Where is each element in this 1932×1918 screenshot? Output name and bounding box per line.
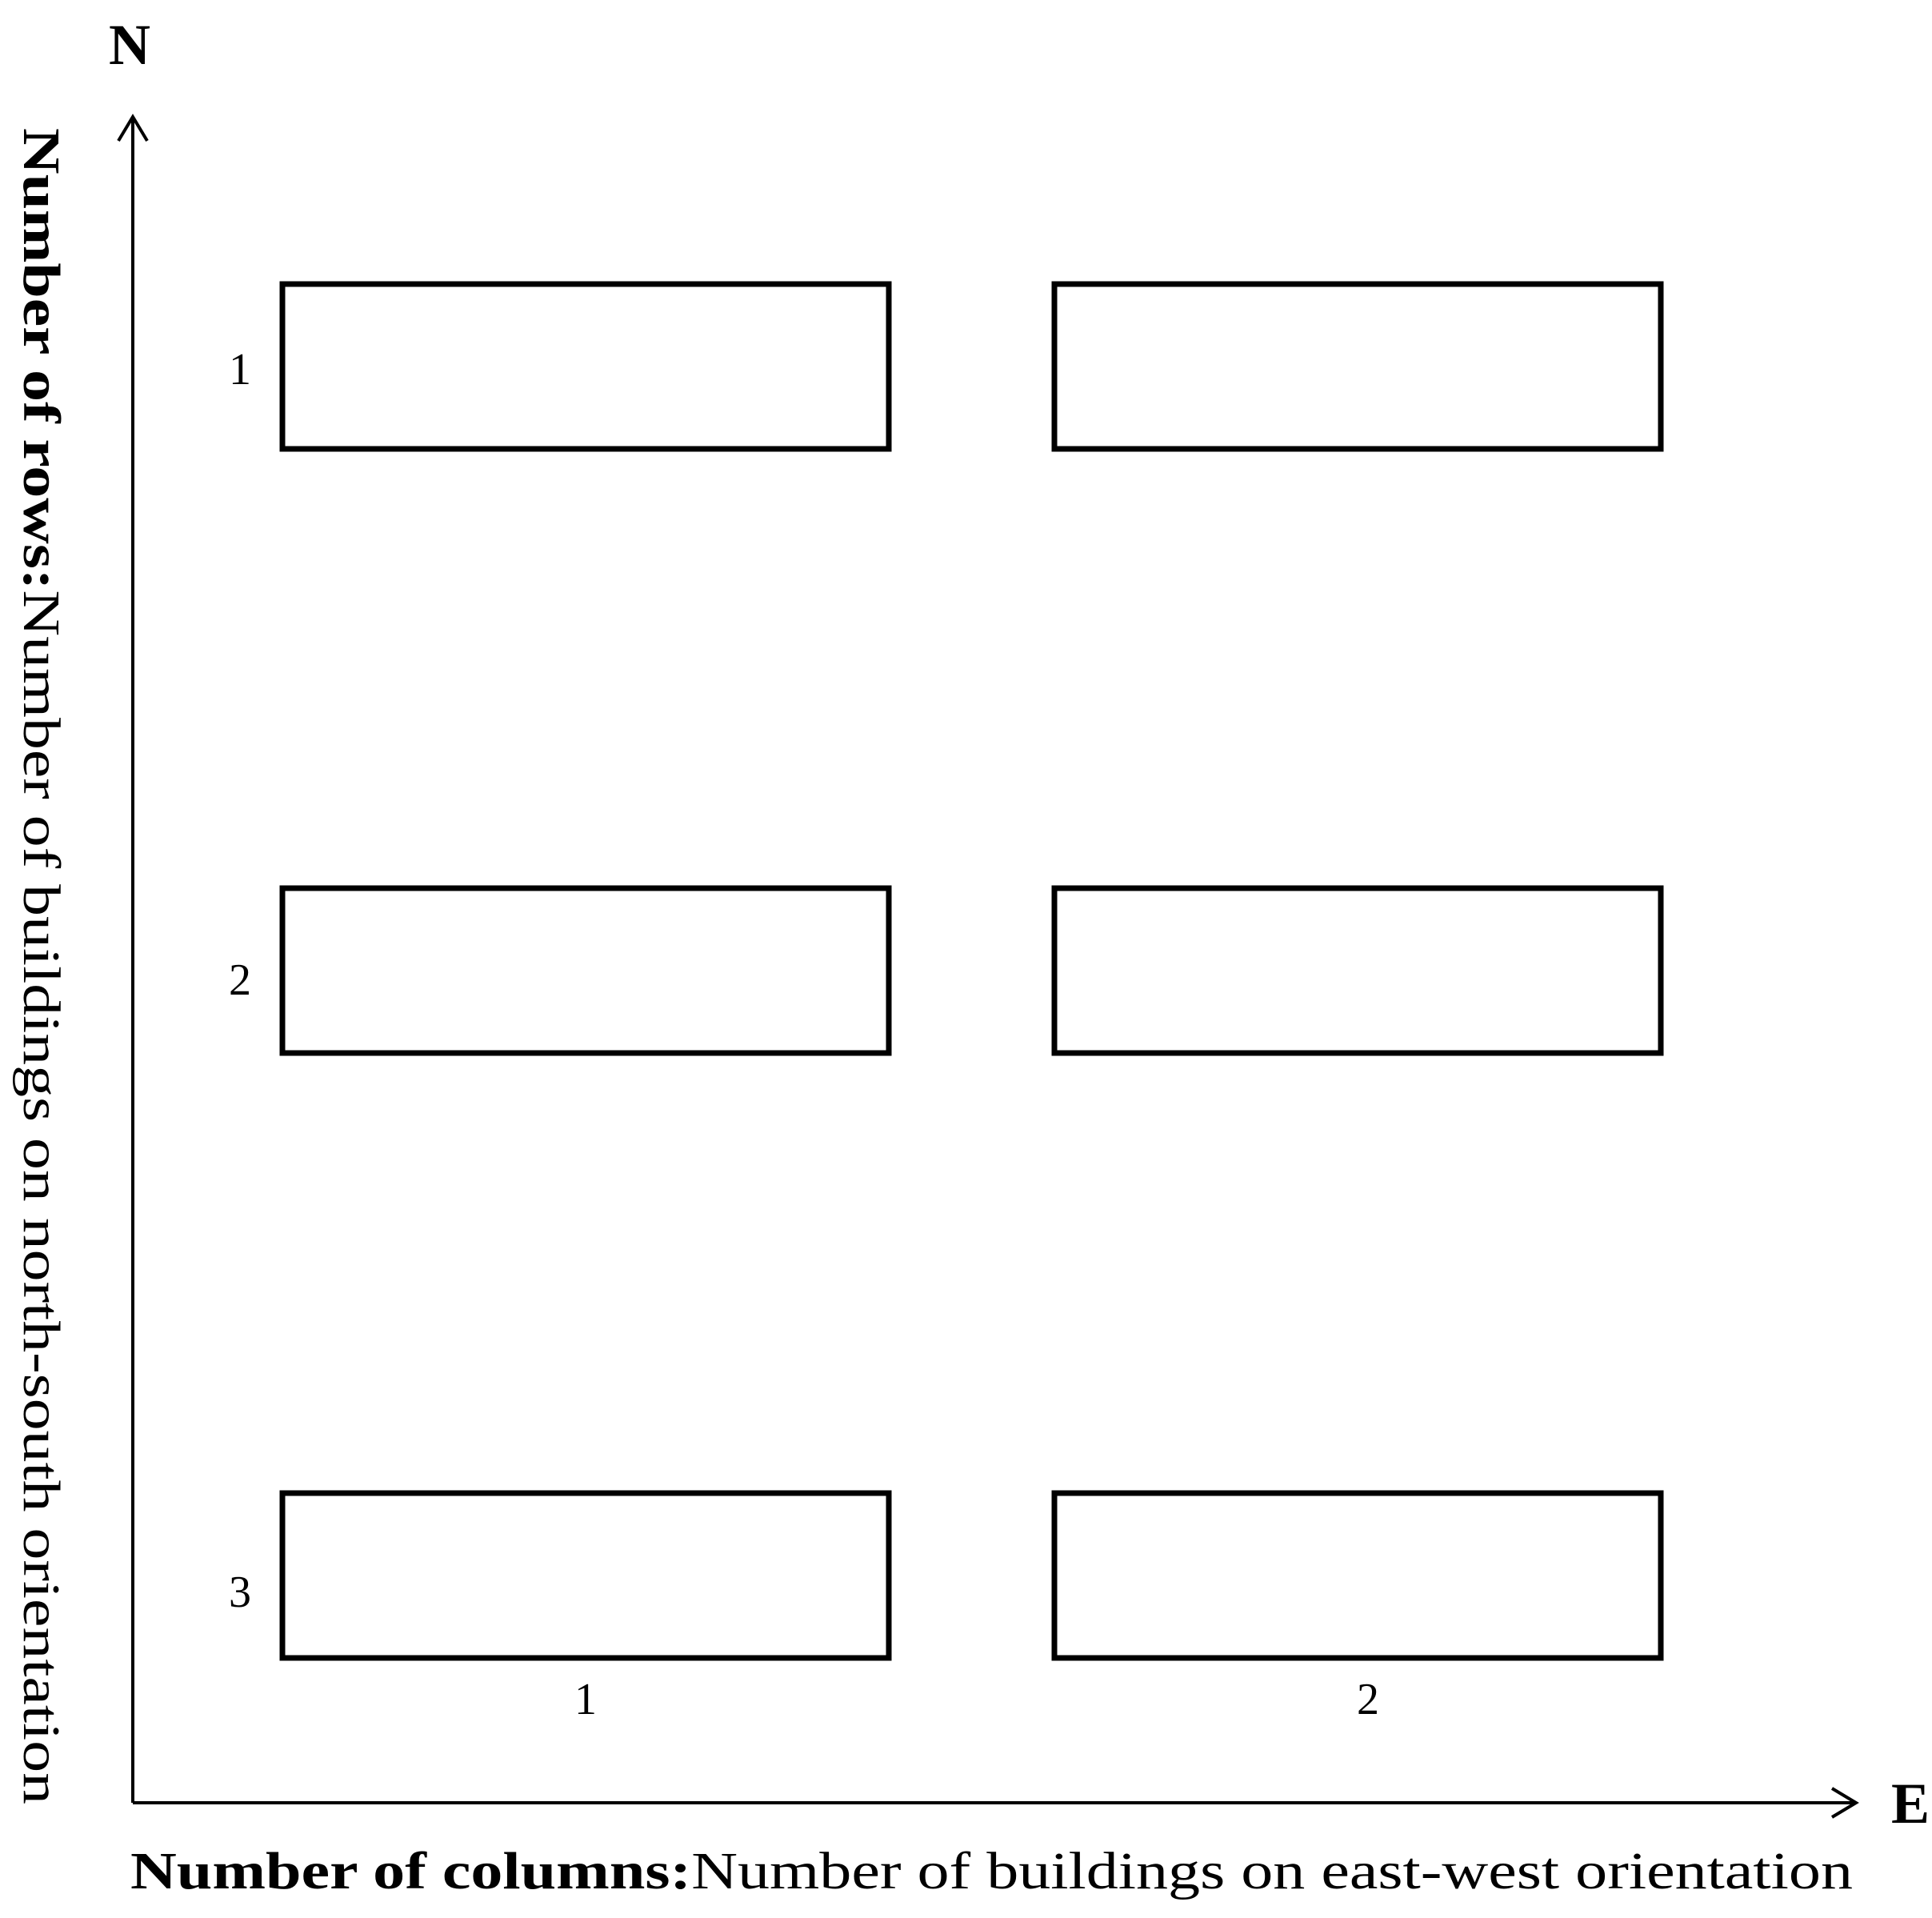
building-row2-col1: [282, 888, 889, 1053]
building-row1-col1: [282, 284, 889, 449]
y-axis-title-rest: Number of buildings on north-south orientation: [12, 590, 70, 1596]
column-label-2: 2: [1357, 1675, 1379, 1724]
column-label-1: 1: [574, 1675, 597, 1724]
north-label: N: [109, 13, 150, 77]
row-label-1: 1: [229, 345, 251, 394]
row-label-3: 3: [229, 1568, 251, 1617]
x-axis-title-bold: Number of columns:: [130, 1842, 594, 1900]
building-row3-col2: [1054, 1493, 1661, 1658]
y-axis-title-bold: Number of rows:: [12, 128, 70, 511]
row-label-2: 2: [229, 955, 251, 1005]
y-axis-title: [12, 128, 70, 1804]
building-row2-col2: [1054, 888, 1661, 1053]
east-label: E: [1890, 1772, 1930, 1836]
building-row3-col1: [282, 1493, 889, 1658]
building-row1-col2: [1054, 284, 1661, 449]
x-axis-title-rest: Number of buildings on east-west orientation: [691, 1842, 1650, 1900]
x-axis-title: [130, 1842, 1853, 1900]
